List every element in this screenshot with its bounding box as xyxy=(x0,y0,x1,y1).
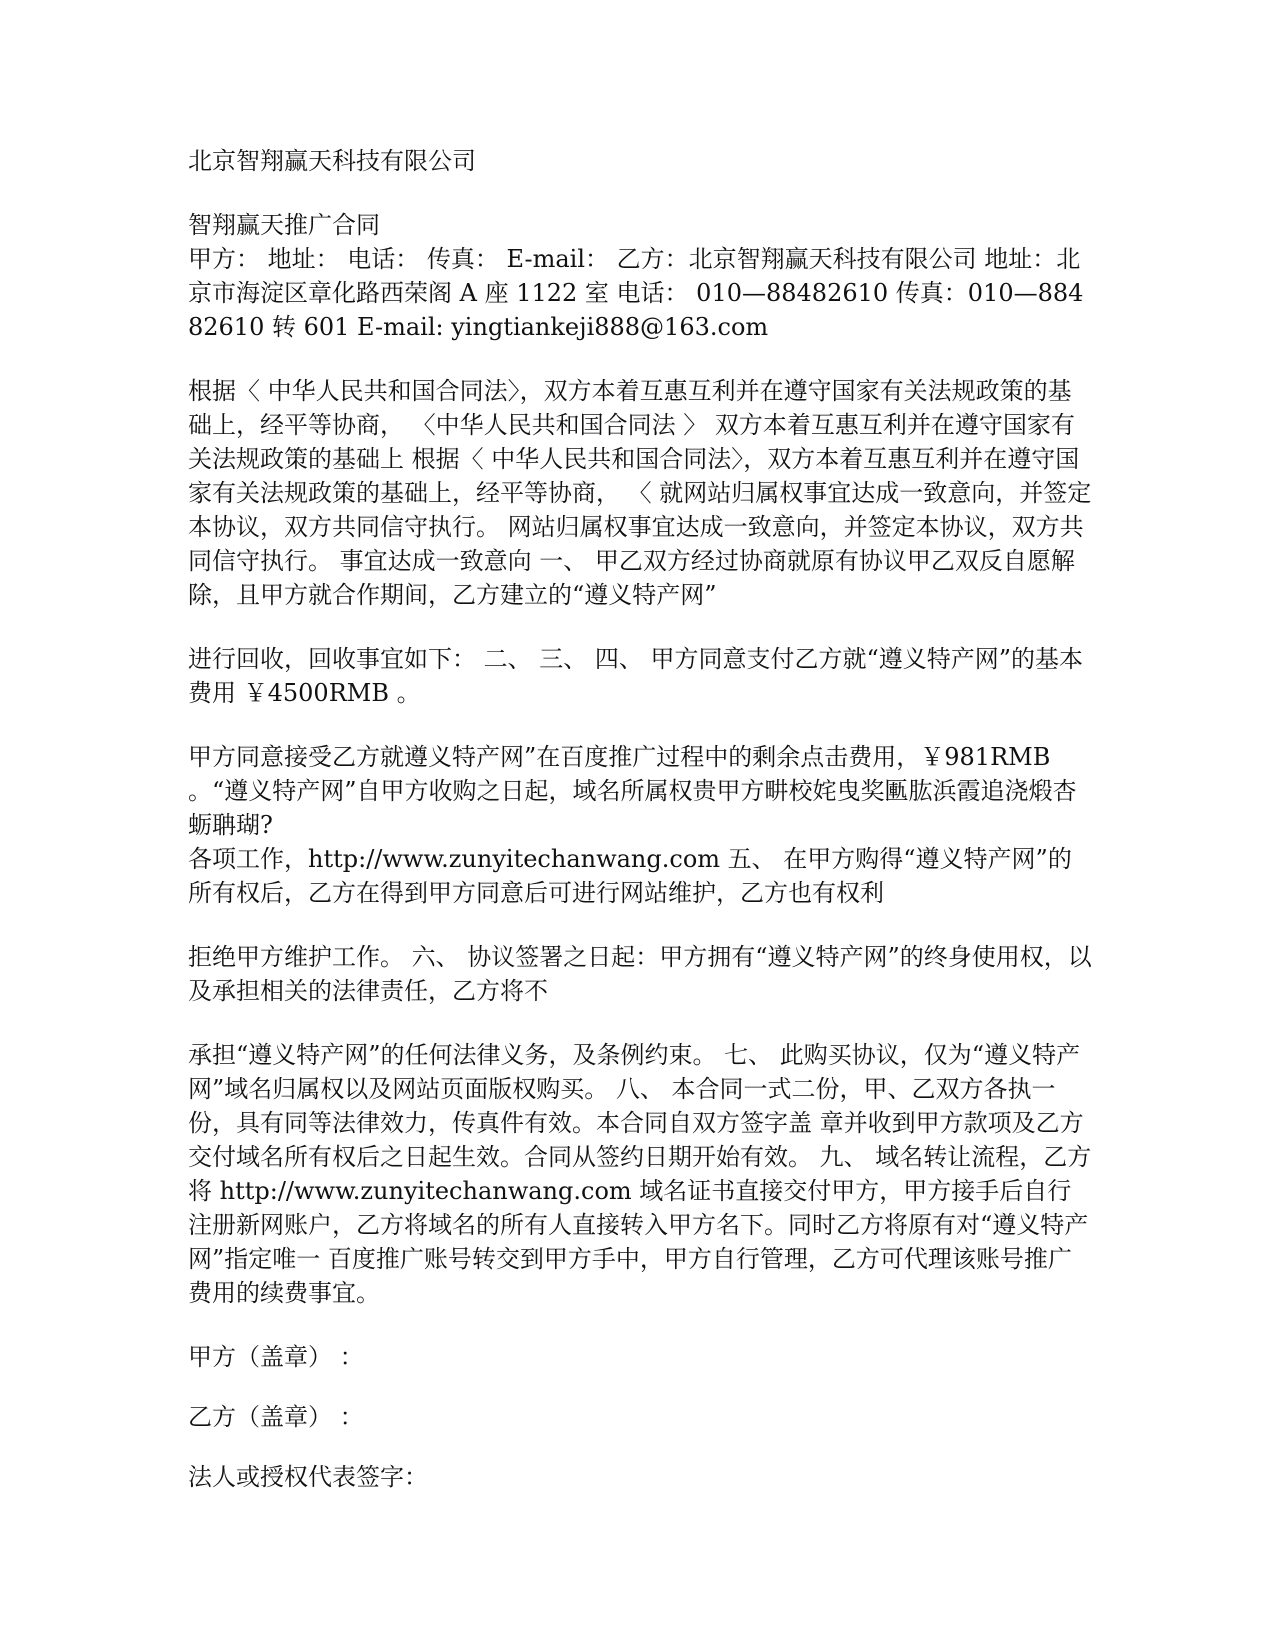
parties-paragraph: 甲方： 地址： 电话： 传真： E-mail： 乙方：北京智翔赢天科技有限公司 地址：北京市海淀区章化路西荣阁 A 座 1122 室 电话： 010—88482610 传真：010—88482610 转 601 E-mail: yingtiankeji888@163.com xyxy=(188,245,1084,341)
document-body xyxy=(188,144,1093,1494)
recovery-paragraph: 进行回收，回收事宜如下： 二、 三、 四、 甲方同意支付乙方就“遵义特产网”的基本费用 ￥4500RMB 。 xyxy=(188,645,1084,707)
click-fee-paragraph: 甲方同意接受乙方就遵义特产网”在百度推广过程中的剩余点击费用，￥981RMB 。“遵义特产网”自甲方收购之日起，域名所属权贵甲方畊校姹曳奖匭肱浜霞追浇煅杏蛎聃瑚? xyxy=(188,743,1077,839)
company-name: 北京智翔赢天科技有限公司 xyxy=(188,147,476,175)
maintenance-paragraph: 各项工作，http://www.zunyitechanwang.com 五、 在甲方购得“遵义特产网”的所有权后，乙方在得到甲方同意后可进行网站维护，乙方也有权利 xyxy=(188,845,1072,907)
party-a-seal: 甲方（盖章） ： xyxy=(188,1343,364,1371)
preamble-paragraph: 根据〈 中华人民共和国合同法〉，双方本着互惠互利并在遵守国家有关法规政策的基础上，经平等协商， 〈中华人民共和国合同法 〉 双方本着互惠互利并在遵守国家有关法规政策的基础上 根据〈 中华人民共和国合同法〉，双方本着互惠互利并在遵守国家有关法规政策的基础上，经平等协商， 〈 就网站归属权事宜达成一致意向，并签定本协议，双方共同信守执行。 网站归属权事宜达成一致意向，并签定本协议，双方共同信守执行。 事宜达成一致意向 一、 甲乙双方经过协商就原有协议甲乙双反自愿解除，且甲方就合作期间，乙方建立的“遵义特产网” xyxy=(188,377,1092,609)
refusal-paragraph: 拒绝甲方维护工作。 六、 协议签署之日起：甲方拥有“遵义特产网”的终身使用权，以及承担相关的法律责任，乙方将不 xyxy=(188,943,1092,1005)
contract-title: 智翔赢天推广合同 xyxy=(188,211,380,239)
obligations-paragraph: 承担“遵义特产网”的任何法律义务，及条例约束。 七、 此购买协议，仅为“遵义特产网”域名归属权以及网站页面版权购买。 八、 本合同一式二份，甲、乙双方各执一份，具有同等法律效力，传真件有效。本合同自双方签字盖 章并收到甲方款项及乙方交付域名所有权后之日起生效。合同从签约日期开始有效。 九、 域名转让流程，乙方将 http://www.zunyitechanwang.com 域名证书直接交付甲方，甲方接手后自行 注册新网账户，乙方将域名的所有人直接转入甲方名下。同时乙方将原有对“遵义特产网”指定唯一 百度推广账号转交到甲方手中，甲方自行管理，乙方可代理该账号推广费用的续费事宜。 xyxy=(188,1041,1092,1307)
signature-line: 法人或授权代表签字： xyxy=(188,1463,428,1491)
party-b-seal: 乙方（盖章） ： xyxy=(188,1403,364,1431)
